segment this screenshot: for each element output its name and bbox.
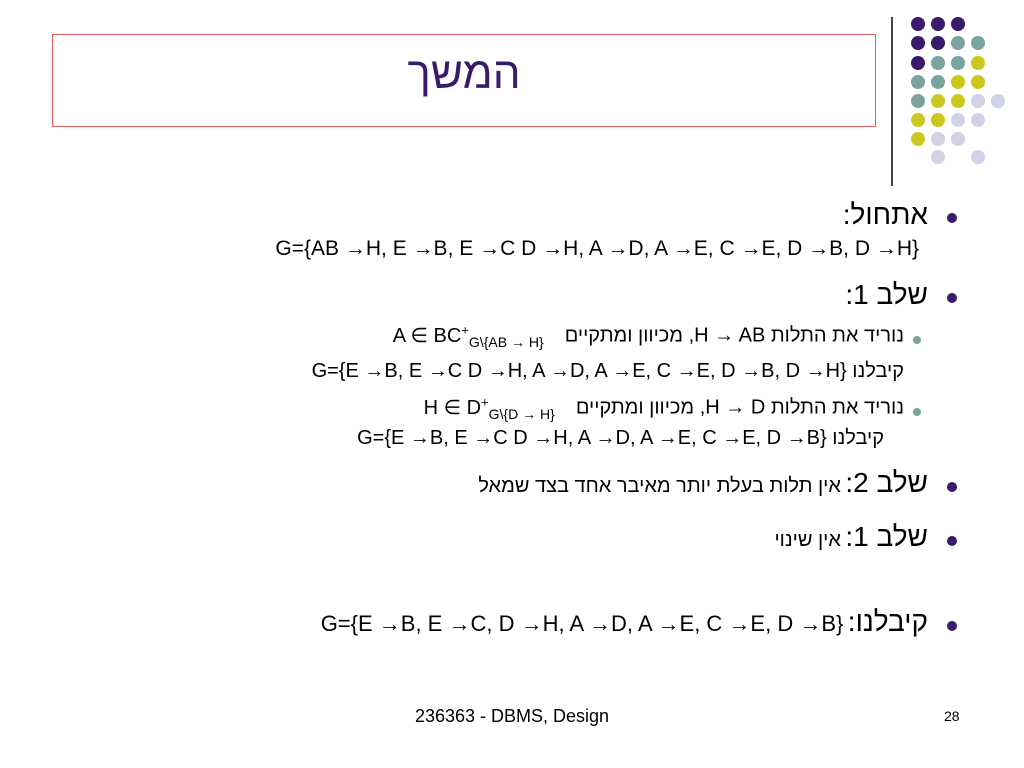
sub-bullet-2-line	[424, 394, 904, 422]
sub-bullet-2-formula: G={E →B, E →C D →H, A →D, A →E, C →E, D →B}	[357, 427, 827, 449]
dot	[931, 113, 945, 127]
dot	[931, 75, 945, 89]
sub-bullet-1-formula: G={E →B, E →C D →H, A →D, A →E, C →E, D →B, D →H}	[311, 360, 847, 382]
math-sup: +	[481, 394, 489, 409]
dot	[991, 94, 1005, 108]
title-box	[52, 34, 876, 127]
got-label: קיבלנו	[852, 360, 904, 382]
dot	[911, 36, 925, 50]
bullet-5-marker	[947, 621, 957, 631]
bullet-4-marker	[947, 536, 957, 546]
dot	[951, 113, 965, 127]
vertical-divider	[891, 17, 893, 186]
dot	[911, 75, 925, 89]
step1b-label: שלב 1:	[845, 521, 928, 552]
dot	[911, 132, 925, 146]
dot	[971, 94, 985, 108]
result-label: קיבלנו:	[847, 606, 928, 637]
dot	[911, 17, 925, 31]
sub-bullet-1-got-line	[312, 360, 904, 383]
dot	[911, 56, 925, 70]
bullet-1-marker	[947, 213, 957, 223]
dot	[951, 132, 965, 146]
step2-text: אין תלות בעלת יותר מאיבר אחד בצד שמאל	[478, 475, 841, 497]
dot	[931, 17, 945, 31]
sub-bullet-1-text: נוריד את התלות H → AB, מכיוון ומתקיים	[564, 324, 904, 347]
sub-bullet-1-line	[393, 322, 904, 350]
bullet-3-marker	[947, 482, 957, 492]
slide-title: המשך	[407, 49, 521, 98]
dot	[951, 56, 965, 70]
dot	[951, 36, 965, 50]
page-number: 28	[944, 708, 960, 724]
dot	[931, 132, 945, 146]
math-main: A ∈ BC	[392, 324, 462, 347]
init-formula: G={AB →H, E →B, E →C D →H, A →D, A →E, C →E, D →B, D →H}	[275, 237, 919, 260]
sub-bullet-2-got-line	[357, 427, 884, 450]
step1b-line	[774, 521, 928, 553]
dot	[931, 36, 945, 50]
math-sub: G\{AB → H}	[468, 333, 544, 350]
math-sub: G\{D → H}	[488, 405, 555, 422]
step1-label: שלב 1:	[845, 279, 928, 310]
init-label: אתחול:	[842, 199, 928, 230]
sub-bullet-1-marker	[913, 336, 921, 344]
dot	[911, 113, 925, 127]
dot	[971, 56, 985, 70]
dot	[911, 94, 925, 108]
math-main: H ∈ D	[423, 396, 482, 419]
footer-text: 236363 - DBMS, Design	[414, 706, 610, 726]
step2-line	[478, 467, 928, 499]
sub-bullet-1-math	[392, 322, 544, 350]
dot	[971, 36, 985, 50]
sub-bullet-2-marker	[913, 408, 921, 416]
dot	[971, 150, 985, 164]
dot	[931, 94, 945, 108]
bullet-2-marker	[947, 293, 957, 303]
dot	[971, 113, 985, 127]
sub-bullet-2-text: נוריד את התלות H → D, מכיוון ומתקיים	[575, 396, 904, 419]
step1b-text: אין שינוי	[774, 529, 841, 551]
result-formula: G={E →B, E →C, D →H, A →D, A →E, C →E, D →B}	[320, 611, 844, 636]
sub-bullet-2-math	[423, 394, 555, 422]
dot	[951, 94, 965, 108]
dot	[931, 56, 945, 70]
result-line	[321, 606, 928, 638]
dot	[951, 17, 965, 31]
math-sup: +	[461, 322, 469, 337]
dot	[971, 75, 985, 89]
got-label: קיבלנו	[832, 427, 884, 449]
step2-label: שלב 2:	[845, 467, 928, 498]
dot	[931, 150, 945, 164]
dot	[951, 75, 965, 89]
